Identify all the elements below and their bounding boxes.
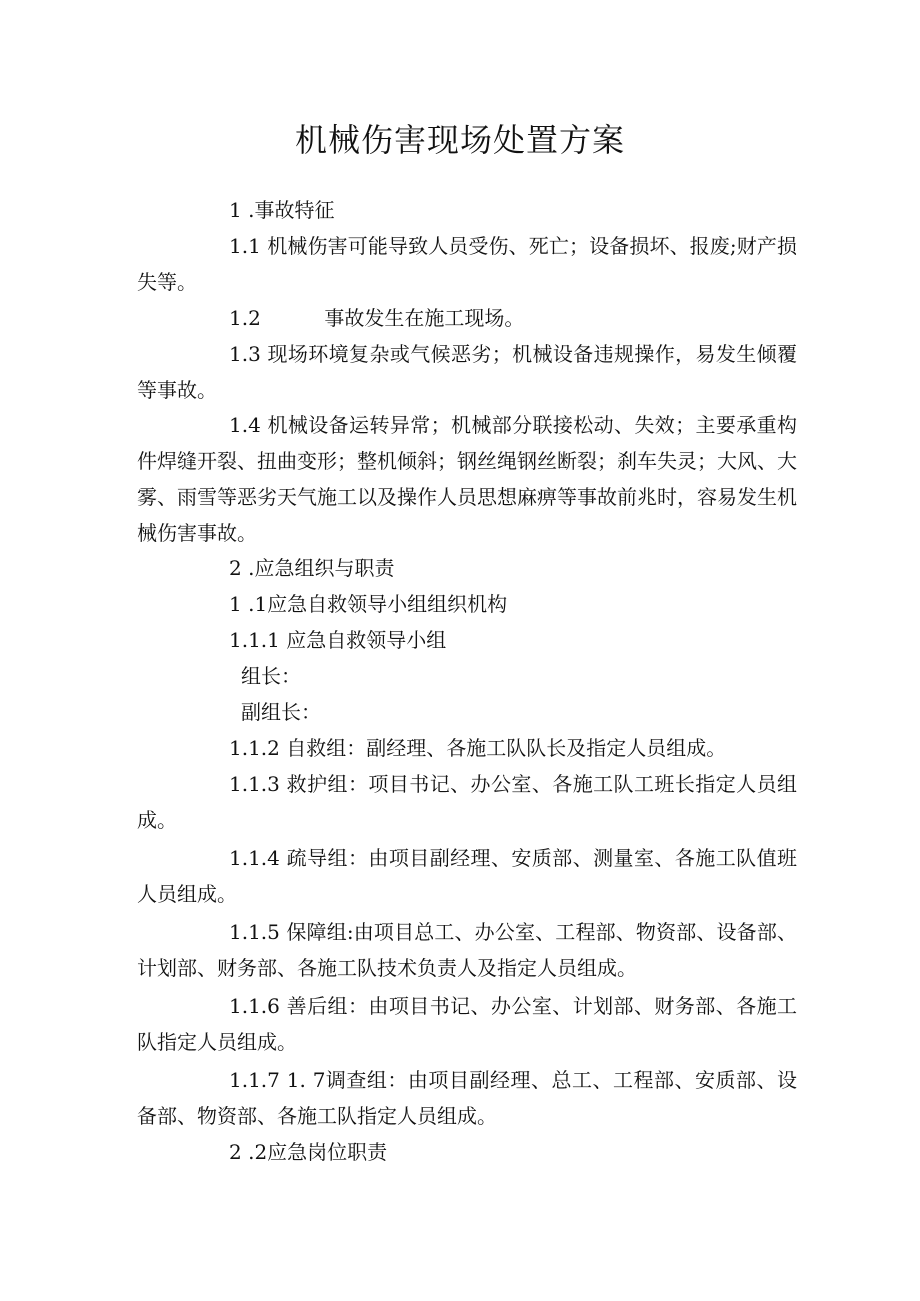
paragraph-text: 疏导组：由项目副经理、安质部、测量室、各施工队值班人员组成。 (137, 846, 797, 906)
section-number: 1 (229, 592, 242, 616)
paragraph-text: .应急组织与职责 (241, 556, 395, 580)
paragraph-2-1 (137, 586, 797, 622)
paragraph-text: 救护组：项目书记、办公室、各施工队工班长指定人员组成。 (137, 772, 797, 832)
page-title: 机械伤害现场处置方案 (294, 121, 625, 159)
paragraph-1-1-2 (137, 730, 797, 766)
paragraph-text: 机械伤害可能导致人员受伤、死亡；设备损坏、报废;财产损失等。 (137, 234, 797, 294)
paragraph-text: .事故特征 (241, 198, 335, 222)
section-number: 1.1.3 (229, 772, 280, 796)
paragraph-text: 1. 7调查组：由项目副经理、总工、工程部、安质部、设备部、物资部、各施工队指定人员组成。 (137, 1068, 797, 1128)
paragraph-text: 善后组：由项目书记、办公室、计划部、财务部、各施工队指定人员组成。 (137, 994, 797, 1054)
section-number: 1.1.7 (229, 1068, 280, 1092)
paragraph-text: 应急自救领导小组 (279, 628, 447, 652)
section-number: 1.1 (229, 234, 261, 258)
section-number: 1 (229, 198, 242, 222)
paragraph-2-2 (137, 1134, 797, 1170)
paragraph-text: 自救组：副经理、各施工队队长及指定人员组成。 (279, 736, 727, 760)
section-number: 1.1.5 (229, 920, 280, 944)
deputy-label: 副组长： (241, 700, 321, 724)
section-number: 1.1.2 (229, 736, 280, 760)
paragraph-1-3 (137, 336, 797, 408)
paragraph-text: 机械设备运转异常；机械部分联接松动、失效；主要承重构件焊缝开裂、扭曲变形；整机倾斜；钢丝绳钢丝断裂；刹车失灵；大风、大雾、雨雪等恶劣天气施工以及操作人员思想麻痹等事故前兆时，容易发生机械伤害事故。 (137, 413, 797, 545)
leader-label: 组长： (241, 664, 301, 688)
paragraph-text: 事故发生在施工现场。 (260, 306, 525, 330)
section-number: 2 (229, 1140, 242, 1164)
paragraph-1-1-4 (137, 840, 797, 912)
paragraph-1-2 (137, 300, 797, 336)
section-number: 1.4 (229, 413, 261, 437)
paragraph-1-1-5 (137, 914, 797, 986)
paragraph-text: .2应急岗位职责 (241, 1140, 388, 1164)
paragraph-1 (137, 192, 797, 228)
paragraph-text: 保障组:由项目总工、办公室、工程部、物资部、设备部、计划部、财务部、各施工队技术负责人及指定人员组成。 (137, 920, 797, 980)
paragraph-1-1-6 (137, 988, 797, 1060)
paragraph-1-1-3 (137, 766, 797, 838)
paragraph-text: 现场环境复杂或气候恶劣；机械设备违规操作，易发生倾覆等事故。 (137, 342, 797, 402)
section-number: 2 (229, 556, 242, 580)
section-number: 1.1.6 (229, 994, 280, 1018)
section-number: 1.1.1 (229, 628, 280, 652)
paragraph-1-1-7 (137, 1062, 797, 1134)
section-number: 1.1.4 (229, 846, 280, 870)
section-number: 1.2 (229, 306, 261, 330)
paragraph-1-1-1 (137, 622, 797, 658)
paragraph-1-1 (137, 228, 797, 300)
section-number: 1.3 (229, 342, 261, 366)
paragraph-2 (137, 550, 797, 586)
paragraph-1-4 (137, 407, 797, 551)
paragraph-text: .1应急自救领导小组组织机构 (241, 592, 508, 616)
